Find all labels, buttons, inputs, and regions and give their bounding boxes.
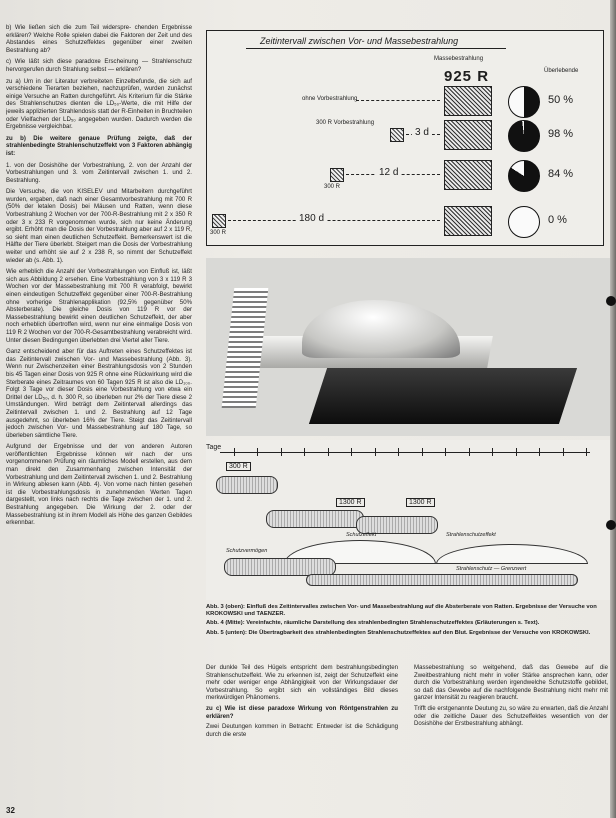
- interval-label: 12 d: [376, 167, 401, 178]
- dose-tube: [266, 510, 364, 528]
- massdose-value: 925 R: [444, 68, 490, 85]
- model-photo: [206, 258, 610, 436]
- dose-block: [444, 86, 492, 116]
- caption: Abb. 4 (Mitte): Vereinfachte, räumliche Darstellung des strahlenbedingten Strahlenschutzeffektes (Erläuterungen s. Text).: [206, 620, 540, 627]
- pre-dose-block: [330, 168, 344, 182]
- survival-pie: [508, 120, 540, 152]
- right-paragraph: Massebestrahlung so weitgehend, daß das Gewebe auf die Zweitbestrahlung nicht mehr in voller Stärke ansprechen kann, oder durch die Vorbestrahlung werden irgendwelche Schutzstoffe gebildet, so daß das Gewebe auf die nachfolgende Bestrahlung nicht mehr mit ganzer Intensität zu reagieren braucht.: [414, 664, 608, 702]
- axis-tick: [234, 448, 235, 456]
- left-paragraph: Wie erheblich die Anzahl der Vorbestrahlungen von Einfluß ist, läßt sich aus Abbildung 2 ersehen. Eine Vorbestrahlung von 3 x 119 R 3 Wochen vor der Massebestrahlung mit 700 R verabfolgt, bewirkt einen eindeutigen Schutzeffekt gegenüber einer 700-R-Bestrahlung ohne vorherige Strahlenapplikation (92,5% gegenüber 50% Absterberate). Die gleiche Dosis von 119 R vor der Massebestrahlung bewirkt einen deutlichen Schutzeffekt, der aber noch erheblich übertroffen wird, wenn nur eine einmalige Dosis von 119 R 2 Wochen vor der 700-R-Gesamtbestrahlung verabreicht wird. Unter diesen Bedingungen überlebten drei Viertel aller Tiere.: [6, 268, 192, 344]
- survival-pie: [508, 160, 540, 192]
- dose-tag: 1300 R: [406, 498, 435, 507]
- axis-tick: [281, 448, 282, 456]
- axis-tick: [304, 448, 305, 456]
- binding-edge: [610, 0, 616, 818]
- binder-hole: [606, 520, 616, 530]
- survival-percent: 50 %: [548, 94, 574, 106]
- figure-frame: [206, 30, 604, 246]
- survival-pie: [508, 206, 540, 238]
- time-axis: [220, 452, 590, 453]
- model-scale-rack: [222, 288, 269, 408]
- axis-tick: [257, 448, 258, 456]
- effect-hill: [436, 544, 588, 564]
- row-label: 300 R: [210, 230, 227, 236]
- model-base: [309, 368, 577, 424]
- dose-block: [444, 120, 492, 150]
- figure-interval-diagram: [206, 30, 610, 252]
- interval-label: 3 d: [412, 127, 432, 138]
- survival-percent: 98 %: [548, 128, 574, 140]
- survival-header: Überlebende: [544, 68, 579, 74]
- axis-label: Tage: [206, 444, 222, 451]
- interval-line: [356, 100, 440, 102]
- survival-percent: 84 %: [548, 168, 574, 180]
- mid-paragraph-bold: zu c) Wie ist diese paradoxe Wirkung von Röntgenstrahlen zu erklären?: [206, 704, 398, 720]
- left-paragraph: Aufgrund der Ergebnisse und der von anderen Autoren veröffentlichten Ergebnisse können wir nach der uns vorgenommenen Prüfung ein räumliches Modell erstellen, aus dem man direkt den Zusammenhang zwischen Intensität der Vorbestrahlung und dem Zeitintervall zwischen 1. und 2. Bestrahlung in Wirkung ablesen kann (Abb. 4). Von vorne nach hinten gesehen ist die Vorbestrahlungsdosis in zunehmenden Werten Tagen dargestellt, von links nach rechts die Tage zwischen der 1. und 2. Bestrahlung angegeben. Die Wirkung der 2. oder der Massebestrahlung ist in ihrem Modell als Höhe des ganzen Gebildes erkennbar.: [6, 443, 192, 527]
- dose-tube: [216, 476, 278, 494]
- survival-percent: 0 %: [548, 214, 567, 226]
- dose-tag: 300 R: [226, 462, 251, 471]
- middle-text-column: [206, 664, 398, 741]
- diagram-label: Strahlenschutzeffekt: [446, 532, 496, 538]
- axis-tick: [492, 448, 493, 456]
- left-text-column: [6, 24, 192, 814]
- diagram-label: Schutzvermögen: [226, 548, 268, 554]
- massdose-label: Massebestrahlung: [434, 56, 484, 62]
- dose-block: [444, 160, 492, 190]
- interval-label: 180 d: [296, 213, 327, 224]
- dose-tag: 1300 R: [336, 498, 365, 507]
- left-paragraph: Ganz entscheidend aber für das Auftreten eines Schutzeffektes ist das Zeitintervall zwischen Vor- und Massebestrahlung (Abb. 3). Wenn nur Zwischenzeiten einer Bestrahlungsdosis von 2 Stunden bis 45 Tagen einer Dosis von 925 R ohne eine Rückwirkung wird die Sterberate eines Zeitraumes von 60 Tagen 925 R ist also die LD₁₀₀. Folgt 3 Tage vor dieser Dosis eine Vorbestrahlung von etwa ein Drittel der LD₅₀, d. h. 300 R, so überleben nur 2% der Tiere diese 2 Umständungen. Wird beträgt dem Zeitintervall allerdings das Zeitintervall zwischen 1. und 2. Bestrahlung auf 12 Tage ausgedehnt, so überleben 16% der Tiere. Steigt das Zeitintervall jedoch zwischen Vor- und Massebestrahlung auf 180 Tage, so überleben sämtliche Tiere.: [6, 348, 192, 439]
- pre-dose-block: [212, 214, 226, 228]
- row-label: ohne Vorbestrahlung: [302, 96, 358, 102]
- axis-tick: [398, 448, 399, 456]
- axis-tick: [375, 448, 376, 456]
- right-paragraph: Trifft die erstgenannte Deutung zu, so wäre zu erwarten, daß die Anzahl oder die zeitliche Dauer des Schutzeffektes wesentlich von der Dosishöhe der Erstbestrahlung abhängt.: [414, 704, 608, 728]
- page-number: 32: [6, 806, 15, 815]
- title-underline: [246, 48, 506, 49]
- diagram-label: Schutzeffekt: [346, 532, 377, 538]
- caption: Abb. 5 (unten): Die Übertragbarkeit des strahlenbedingten Strahlenschutzeffektes auf den Blut. Ergebnisse der Versuche von KROKOWSKI.: [206, 629, 591, 636]
- axis-tick: [351, 448, 352, 456]
- caption: Abb. 3 (oben): Einfluß des Zeitintervalles zwischen Vor- und Massebestrahlung auf die Absterberate von Ratten. Ergebnisse der Versuche von KROKOWSKI und TAENZER.: [206, 604, 597, 618]
- mid-paragraph: Der dunkle Teil des Hügels entspricht dem bestrahlungsbedingten Strahlenschutzeffekt. Wie zu erkennen ist, zeigt der Schutzeffekt eine mehr oder weniger enge Abhängigkeit von der Wirkungsdauer der Vorbestrahlung. So ergibt sich ein vollständiges Bild dieses merkwürdigen Phänomens.: [206, 664, 398, 702]
- model-hill: [302, 300, 460, 358]
- row-label: 300 R Vorbestrahlung: [316, 120, 375, 126]
- right-text-column: [414, 664, 608, 731]
- axis-tick: [539, 448, 540, 456]
- axis-tick: [422, 448, 423, 456]
- left-paragraph: b) Wie ließen sich die zum Teil widerspre- chenden Ergebnisse erklären? Welche Rolle spielen dabei die Faktoren der Zeit und des Abstandes eines Schutzeffektes gegenüber einer zweiten Bestrahlung ab?: [6, 24, 192, 54]
- figure-title: Zeitintervall zwischen Vor- und Massebestrahlung: [260, 36, 459, 46]
- axis-tick: [516, 448, 517, 456]
- binder-hole: [606, 296, 616, 306]
- interval-line: [228, 220, 440, 222]
- left-paragraph-bold: zu b) Die weitere genaue Prüfung zeigte, daß der strahlenbedingte Strahlenschutzeffekt von 3 Faktoren abhängig ist:: [6, 134, 192, 157]
- figure-timeline-diagram: [206, 440, 610, 600]
- left-paragraph: 1. von der Dosishöhe der Vorbestrahlung, 2. von der Anzahl der Vorbestrahlungen und 3. vom Zeitintervall zwischen 1. und 2. Bestrahlung.: [6, 161, 192, 184]
- figure-captions: [206, 604, 608, 639]
- axis-tick: [445, 448, 446, 456]
- dose-block: [444, 206, 492, 236]
- dose-tube: [306, 574, 578, 586]
- diagram-label: Strahlenschutz — Grenzwert: [456, 566, 527, 572]
- left-paragraph: Die Versuche, die von KISELEV und Mitarbeitern durchgeführt wurden, ergaben, daß nach einer Gesamtvorbestrahlung mit 700 R (50% der letalen Dosis) bei Mäusen und Ratten, wenn diese Vorbestrahlung 2 Wochen vor der 700-R-Bestrahlung mit 2 x 350 R oder 3 x 233 R vorgenommen wurde, sich nur keine Änderung ergibt. Erhöht man die Dosis der Vorbestrahlung aber auf 2 x 119 R, so sieht man einen deutlichen Schutzeffekt. Bemerkenswert ist die Hälfte der Tiere überlebt. Steigert man die Dosis der Vorbestrahlung weiter und erhöht sie auf 2 x 238 R, so nimmt der Schutzeffekt wieder ab (s. Abb. 1).: [6, 188, 192, 264]
- axis-tick: [586, 448, 587, 456]
- left-paragraph: c) Wie läßt sich diese paradoxe Erscheinung — Strahlenschutz hervorgerufen durch Strahlung selbst — erklären?: [6, 58, 192, 73]
- left-paragraph: zu a) Um in der Literatur verbreiteten Einzelbefunde, die sich auf verschiedene Tierarten beziehen, nachzuprüfen, wurden zunächst einige Versuche an Ratten durchgeführt. Als Kriterium für die Stärke des Strahlenschutzes dienten die LD₅₀-Werte, die mit Hilfe der jeweils applizierten Strahlendosis statt der R-Einheiten in Bruchteilen oder Vielfachen der LD₅₀ angegeben wurden. Dadurch werden die Ergebnisse vergleichbar.: [6, 77, 192, 131]
- axis-tick: [328, 448, 329, 456]
- survival-pie: [508, 86, 540, 118]
- row-label: 300 R: [324, 184, 341, 190]
- axis-tick: [563, 448, 564, 456]
- pre-dose-block: [390, 128, 404, 142]
- mid-paragraph: Zwei Deutungen kommen in Betracht: Entweder ist die Schädigung durch die erste: [206, 723, 398, 738]
- axis-tick: [469, 448, 470, 456]
